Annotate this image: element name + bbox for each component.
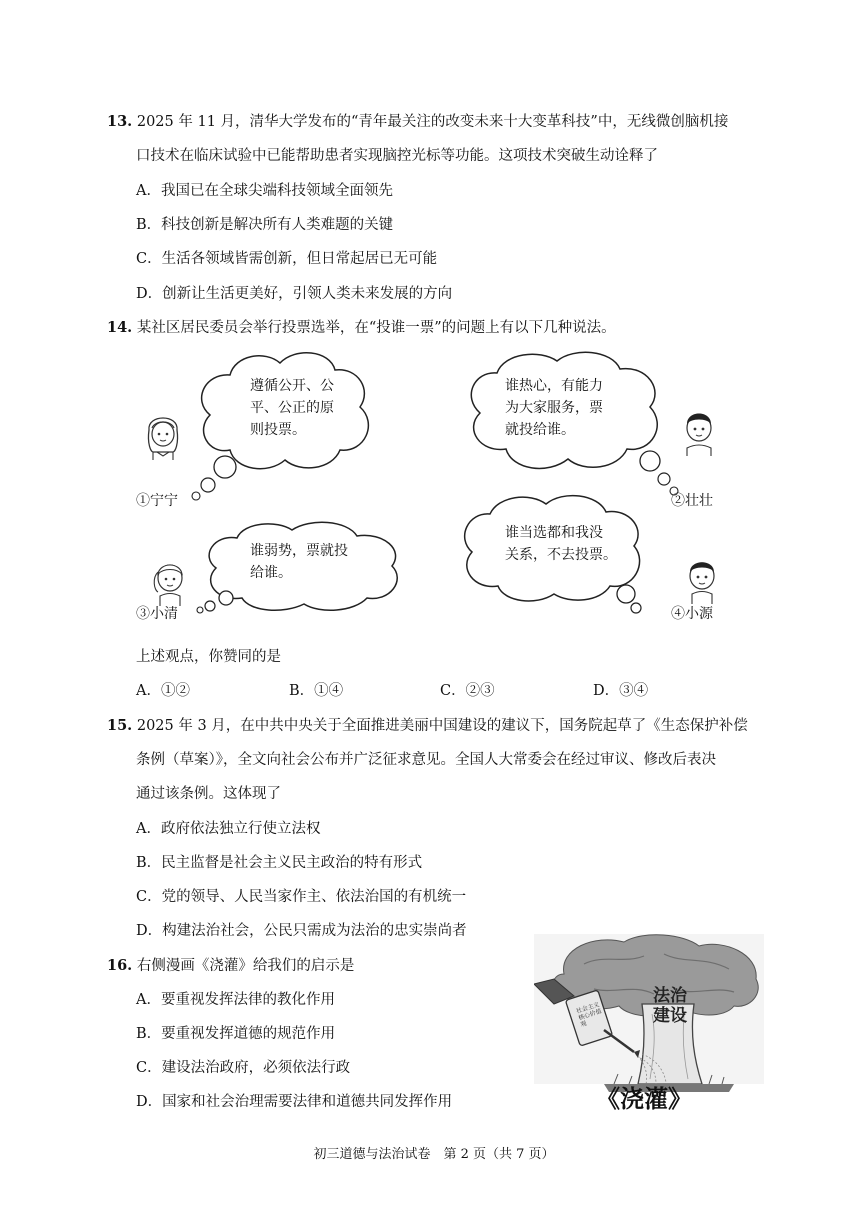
speech-xiaoyuan-line2: 关系，不去投票。 [505, 547, 617, 563]
name-zhuangzhuang: ②壮壮 [671, 493, 713, 509]
q14-question: 上述观点，你赞同的是 [136, 649, 281, 665]
q16-option-b[interactable]: B．要重视发挥道德的规范作用 [136, 1026, 336, 1042]
q13-stem-2: 口技术在临床试验中已能帮助患者实现脑控光标等功能。这项技术突破生动诠释了 [136, 148, 658, 164]
q16-line1 [107, 956, 354, 976]
q14-option-b[interactable]: B．①④ [289, 683, 344, 699]
speech-xiaoqing-line1: 谁弱势，票就投 [250, 543, 348, 559]
cartoon-tree-label-2: 建设 [653, 1006, 687, 1026]
q14-option-d[interactable]: D．③④ [593, 683, 649, 699]
cartoon-tree-label-1: 法治 [653, 986, 687, 1006]
boy-xiaoyuan-icon [682, 554, 722, 604]
cartoon-watering [534, 934, 764, 1119]
q15-option-b[interactable]: B．民主监督是社会主义民主政治的特有形式 [136, 855, 423, 871]
cartoon-can-label: 社会主义核心价值观 [575, 1001, 603, 1029]
q14-line1 [107, 318, 616, 338]
name-ningning: ①宁宁 [136, 493, 178, 509]
speech-zhuangzhuang-line1: 谁热心，有能力 [505, 378, 603, 394]
q13-option-b[interactable]: B．科技创新是解决所有人类难题的关键 [136, 217, 394, 233]
q13-option-d[interactable]: D．创新让生活更美好，引领人类未来发展的方向 [136, 286, 453, 302]
q15-stem-1: 2025 年 3 月，在中共中央关于全面推进美丽中国建设的建议下，国务院起草了《生态保护补偿 [136, 718, 748, 734]
q14-option-c[interactable]: C．②③ [440, 683, 495, 699]
q15-number: 15. [107, 717, 133, 734]
q16-option-c[interactable]: C．建设法治政府，必须依法行政 [136, 1060, 351, 1076]
q15-option-d[interactable]: D．构建法治社会，公民只需成为法治的忠实崇尚者 [136, 923, 467, 939]
q13-number: 13. [107, 113, 133, 130]
q15-option-c[interactable]: C．党的领导、人民当家作主、依法治国的有机统一 [136, 889, 467, 905]
q16-number: 16. [107, 957, 133, 974]
name-xiaoqing: ③小清 [136, 606, 178, 622]
speech-ningning-line2: 平、公正的原 [250, 400, 334, 416]
page-footer: 初三道德与法治试卷 第 2 页（共 7 页） [313, 1147, 555, 1162]
speech-xiaoqing [250, 540, 348, 584]
q16-stem: 右侧漫画《浇灌》给我们的启示是 [136, 958, 355, 974]
q13-option-c[interactable]: C．生活各领域皆需创新，但日常起居已无可能 [136, 251, 438, 267]
q14-number: 14. [107, 319, 133, 336]
girl-ningning-icon [143, 408, 183, 460]
q15-stem-2: 条例（草案）》，全文向社会公布并广泛征求意见。全国人大常委会在经过审议、修改后表决 [136, 752, 716, 768]
speech-xiaoyuan-line1: 谁当选都和我没 [505, 525, 603, 541]
q13-option-a[interactable]: A．我国已在全球尖端科技领域全面领先 [136, 183, 393, 199]
cartoon-tree-label [653, 986, 687, 1026]
q13-stem-1: 2025 年 11 月，清华大学发布的“青年最关注的改变未来十大变革科技”中，无线微创脑机接 [136, 114, 729, 130]
boy-zhuangzhuang-icon [679, 404, 719, 456]
speech-ningning-line1: 遵循公开、公 [250, 378, 334, 394]
speech-zhuangzhuang-line2: 为大家服务，票 [505, 400, 603, 416]
q15-line1 [107, 716, 748, 736]
q14-stem: 某社区居民委员会举行投票选举，在“投谁一票”的问题上有以下几种说法。 [136, 320, 616, 336]
q14-option-a[interactable]: A．①② [136, 683, 190, 699]
q15-stem-3: 通过该条例。这体现了 [136, 786, 281, 802]
girl-xiaoqing-icon [150, 556, 190, 606]
cartoon-caption: 《浇灌》 [596, 1085, 692, 1113]
speech-ningning-line3: 则投票。 [250, 422, 306, 438]
q15-option-a[interactable]: A．政府依法独立行使立法权 [136, 821, 321, 837]
speech-xiaoyuan [505, 522, 617, 566]
speech-xiaoqing-line2: 给谁。 [250, 565, 292, 581]
speech-zhuangzhuang-line3: 就投给谁。 [505, 422, 575, 438]
q13-line1 [107, 112, 728, 132]
q16-option-d[interactable]: D．国家和社会治理需要法律和道德共同发挥作用 [136, 1094, 453, 1110]
speech-zhuangzhuang [505, 375, 603, 441]
name-xiaoyuan: ④小源 [671, 606, 713, 622]
q16-option-a[interactable]: A．要重视发挥法律的教化作用 [136, 992, 335, 1008]
speech-ningning [250, 375, 334, 441]
